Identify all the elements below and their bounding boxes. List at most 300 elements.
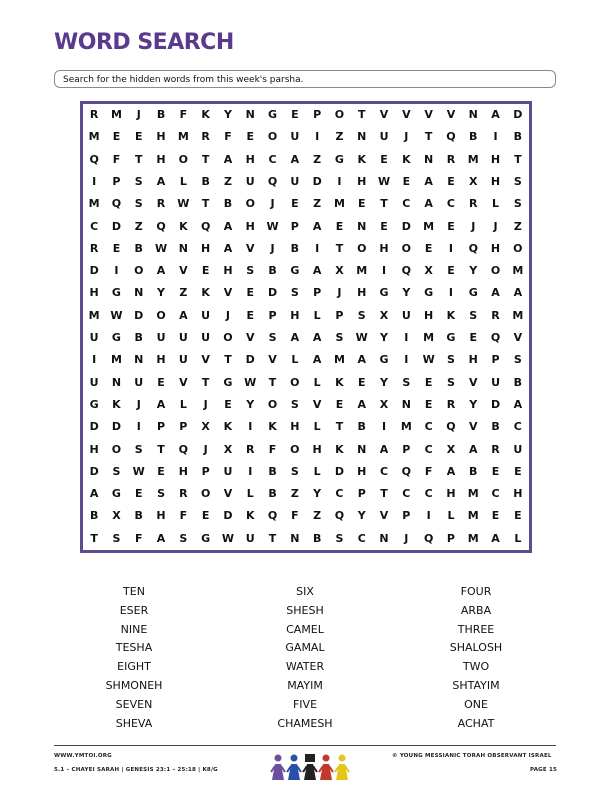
grid-letter[interactable]: B (469, 464, 478, 478)
grid-letter[interactable]: E (201, 509, 210, 523)
grid-letter[interactable]: D (312, 174, 322, 188)
grid-letter[interactable]: H (223, 264, 233, 278)
grid-letter[interactable]: K (402, 152, 411, 166)
grid-letter[interactable]: U (201, 308, 211, 322)
grid-letter[interactable]: B (312, 531, 322, 545)
grid-letter[interactable]: C (491, 487, 500, 501)
grid-letter[interactable]: E (134, 130, 143, 144)
grid-letter[interactable]: K (335, 375, 344, 389)
grid-letter[interactable]: G (334, 152, 344, 166)
grid-letter[interactable]: Z (223, 174, 232, 188)
grid-letter[interactable]: H (312, 442, 322, 456)
grid-letter[interactable]: B (513, 375, 523, 389)
grid-letter[interactable]: B (134, 331, 143, 344)
grid-letter[interactable]: B (469, 130, 478, 144)
grid-letter[interactable]: Y (380, 375, 389, 389)
grid-letter[interactable]: T (90, 531, 98, 545)
grid-letter[interactable]: C (335, 487, 344, 501)
grid-letter[interactable]: H (245, 219, 255, 233)
grid-letter[interactable]: V (223, 487, 233, 501)
grid-letter[interactable]: S (134, 174, 143, 188)
grid-letter[interactable]: B (268, 264, 277, 278)
grid-letter[interactable]: W (377, 174, 391, 188)
grid-letter[interactable]: A (179, 308, 188, 322)
grid-letter[interactable]: W (355, 331, 368, 344)
grid-letter[interactable]: J (270, 241, 275, 255)
grid-letter[interactable]: N (401, 397, 411, 411)
grid-letter[interactable]: R (446, 397, 456, 411)
grid-letter[interactable]: A (223, 219, 233, 233)
grid-letter[interactable]: Q (334, 509, 345, 523)
grid-letter[interactable]: H (156, 353, 166, 367)
grid-letter[interactable]: P (313, 286, 322, 300)
grid-letter[interactable]: W (221, 531, 235, 545)
grid-letter[interactable]: I (381, 264, 387, 278)
grid-letter[interactable]: S (469, 308, 478, 322)
grid-letter[interactable]: G (89, 397, 99, 411)
grid-letter[interactable]: X (424, 264, 433, 278)
grid-letter[interactable]: O (223, 331, 233, 344)
grid-letter[interactable]: B (513, 130, 523, 144)
grid-letter[interactable]: Y (223, 108, 232, 121)
grid-letter[interactable]: I (248, 464, 253, 478)
grid-letter[interactable]: P (313, 108, 322, 121)
grid-letter[interactable]: U (223, 464, 233, 478)
grid-letter[interactable]: A (379, 442, 389, 456)
grid-letter[interactable]: E (246, 286, 254, 300)
grid-letter[interactable]: I (493, 130, 498, 144)
grid-letter[interactable]: S (513, 353, 522, 367)
grid-letter[interactable]: S (290, 464, 299, 478)
grid-letter[interactable]: V (179, 264, 188, 278)
grid-letter[interactable]: E (424, 241, 433, 255)
grid-letter[interactable]: G (268, 108, 278, 121)
grid-letter[interactable]: V (312, 397, 322, 411)
grid-letter[interactable]: B (268, 464, 277, 478)
grid-letter[interactable]: H (290, 420, 300, 434)
grid-letter[interactable]: O (357, 241, 367, 255)
grid-letter[interactable]: K (335, 442, 344, 456)
grid-letter[interactable]: D (245, 353, 255, 367)
grid-letter[interactable]: S (513, 197, 522, 211)
grid-letter[interactable]: V (379, 108, 389, 121)
grid-letter[interactable]: K (201, 108, 210, 121)
grid-letter[interactable]: N (134, 353, 144, 367)
grid-letter[interactable]: S (402, 375, 411, 389)
grid-letter[interactable]: J (225, 308, 230, 322)
grid-letter[interactable]: Q (446, 130, 456, 144)
grid-letter[interactable]: Z (179, 286, 188, 300)
grid-letter[interactable]: R (89, 241, 99, 255)
grid-letter[interactable]: X (335, 264, 344, 278)
grid-letter[interactable]: M (110, 353, 122, 367)
grid-letter[interactable]: K (223, 420, 233, 434)
grid-letter[interactable]: J (404, 130, 409, 144)
grid-letter[interactable]: I (381, 420, 387, 434)
grid-letter[interactable]: G (424, 286, 434, 300)
grid-letter[interactable]: O (245, 197, 255, 211)
grid-letter[interactable]: D (134, 308, 144, 322)
grid-letter[interactable]: E (335, 219, 344, 233)
grid-letter[interactable]: Y (157, 286, 166, 300)
grid-letter[interactable]: S (335, 331, 344, 344)
grid-letter[interactable]: V (223, 286, 233, 300)
grid-letter[interactable]: Z (290, 487, 299, 501)
grid-letter[interactable]: I (448, 286, 453, 300)
grid-letter[interactable]: H (468, 353, 478, 367)
grid-letter[interactable]: H (513, 487, 523, 501)
grid-letter[interactable]: X (379, 308, 389, 322)
grid-letter[interactable]: W (177, 197, 190, 211)
grid-letter[interactable]: E (134, 487, 143, 501)
grid-letter[interactable]: B (491, 420, 500, 434)
grid-letter[interactable]: U (178, 331, 188, 344)
grid-letter[interactable]: Z (335, 130, 344, 144)
grid-letter[interactable]: I (92, 174, 97, 188)
grid-letter[interactable]: I (448, 241, 453, 255)
grid-letter[interactable]: P (335, 308, 344, 322)
grid-letter[interactable]: Y (469, 264, 478, 278)
grid-letter[interactable]: H (178, 464, 188, 478)
grid-letter[interactable]: S (268, 331, 277, 344)
grid-letter[interactable]: M (423, 331, 435, 344)
grid-letter[interactable]: I (426, 509, 431, 523)
grid-letter[interactable]: G (201, 531, 211, 545)
grid-letter[interactable]: H (245, 152, 255, 166)
grid-letter[interactable]: G (223, 375, 233, 389)
grid-letter[interactable]: A (290, 331, 300, 344)
grid-letter[interactable]: P (402, 509, 411, 523)
grid-letter[interactable]: N (357, 442, 367, 456)
grid-letter[interactable]: T (224, 353, 232, 367)
grid-letter[interactable]: M (512, 308, 524, 322)
grid-letter[interactable]: V (179, 375, 188, 389)
grid-letter[interactable]: E (424, 375, 433, 389)
grid-letter[interactable]: Y (246, 397, 255, 411)
grid-letter[interactable]: R (491, 442, 500, 456)
grid-letter[interactable]: P (402, 442, 411, 456)
grid-letter[interactable]: E (335, 397, 344, 411)
grid-letter[interactable]: O (134, 264, 144, 278)
grid-letter[interactable]: H (490, 152, 501, 166)
grid-letter[interactable]: G (446, 331, 456, 344)
grid-letter[interactable]: O (490, 264, 501, 278)
grid-letter[interactable]: V (424, 108, 433, 121)
grid-letter[interactable]: L (179, 174, 187, 188)
grid-letter[interactable]: E (424, 397, 433, 411)
grid-letter[interactable]: V (245, 241, 255, 255)
grid-letter[interactable]: E (357, 197, 366, 211)
grid-letter[interactable]: O (156, 308, 166, 322)
grid-letter[interactable]: N (290, 531, 300, 545)
grid-letter[interactable]: Z (313, 509, 322, 523)
grid-letter[interactable]: Q (468, 241, 478, 255)
grid-letter[interactable]: P (112, 174, 121, 188)
grid-letter[interactable]: F (134, 531, 143, 545)
grid-letter[interactable]: O (267, 130, 278, 144)
grid-letter[interactable]: E (357, 375, 366, 389)
grid-letter[interactable]: W (422, 353, 435, 367)
grid-letter[interactable]: A (156, 264, 166, 278)
grid-letter[interactable]: T (134, 152, 143, 166)
grid-letter[interactable]: V (402, 108, 411, 121)
grid-letter[interactable]: G (111, 286, 121, 300)
grid-letter[interactable]: H (290, 308, 300, 322)
grid-letter[interactable]: L (179, 397, 187, 411)
grid-letter[interactable]: H (446, 487, 456, 501)
grid-letter[interactable]: A (491, 108, 500, 121)
grid-letter[interactable]: F (424, 464, 433, 478)
grid-letter[interactable]: M (333, 197, 345, 211)
grid-letter[interactable]: F (179, 108, 188, 121)
grid-letter[interactable]: A (424, 174, 433, 188)
grid-letter[interactable]: V (468, 420, 478, 434)
grid-letter[interactable]: V (379, 509, 389, 523)
grid-letter[interactable]: N (245, 108, 255, 121)
grid-letter[interactable]: P (290, 219, 299, 233)
grid-letter[interactable]: O (513, 241, 523, 255)
grid-letter[interactable]: W (244, 375, 257, 389)
grid-letter[interactable]: K (201, 286, 210, 300)
grid-letter[interactable]: A (491, 286, 500, 300)
grid-letter[interactable]: H (156, 130, 166, 144)
grid-letter[interactable]: B (89, 509, 99, 523)
grid-letter[interactable]: L (313, 464, 321, 478)
grid-letter[interactable]: G (379, 286, 389, 300)
grid-letter[interactable]: E (201, 264, 210, 278)
grid-letter[interactable]: E (402, 174, 411, 188)
grid-letter[interactable]: H (357, 286, 367, 300)
grid-letter[interactable]: H (357, 464, 367, 478)
grid-letter[interactable]: S (246, 264, 255, 278)
grid-letter[interactable]: I (248, 420, 253, 434)
grid-letter[interactable]: H (156, 509, 166, 523)
grid-letter[interactable]: A (89, 487, 99, 501)
grid-letter[interactable]: X (379, 397, 389, 411)
grid-letter[interactable]: B (134, 241, 143, 255)
grid-letter[interactable]: A (223, 152, 233, 166)
grid-letter[interactable]: Q (178, 442, 189, 456)
grid-letter[interactable]: G (290, 264, 300, 278)
grid-letter[interactable]: J (337, 286, 342, 300)
grid-letter[interactable]: E (447, 219, 455, 233)
grid-letter[interactable]: U (201, 331, 211, 344)
grid-letter[interactable]: Q (490, 331, 501, 344)
grid-letter[interactable]: U (401, 308, 411, 322)
grid-letter[interactable]: Q (111, 197, 122, 211)
grid-letter[interactable]: R (201, 130, 210, 144)
grid-letter[interactable]: N (357, 219, 367, 233)
grid-letter[interactable]: R (179, 487, 188, 501)
grid-letter[interactable]: X (201, 420, 210, 434)
grid-letter[interactable]: M (333, 353, 345, 367)
grid-letter[interactable]: W (132, 464, 145, 478)
grid-letter[interactable]: U (89, 331, 99, 344)
grid-letter[interactable]: A (312, 264, 322, 278)
grid-letter[interactable]: X (112, 509, 121, 523)
grid-letter[interactable]: E (491, 464, 500, 478)
grid-letter[interactable]: D (89, 420, 99, 434)
grid-letter[interactable]: N (468, 108, 478, 121)
grid-letter[interactable]: T (268, 531, 277, 545)
grid-letter[interactable]: Y (357, 509, 366, 523)
grid-letter[interactable]: J (404, 531, 409, 545)
grid-letter[interactable]: A (513, 286, 523, 300)
grid-letter[interactable]: S (290, 286, 299, 300)
grid-letter[interactable]: C (424, 487, 433, 501)
grid-letter[interactable]: J (270, 197, 275, 211)
grid-letter[interactable]: M (467, 487, 479, 501)
grid-letter[interactable]: I (315, 130, 320, 144)
grid-letter[interactable]: H (156, 152, 166, 166)
grid-letter[interactable]: O (200, 487, 211, 501)
grid-letter[interactable]: T (201, 152, 210, 166)
grid-letter[interactable]: V (245, 331, 255, 344)
grid-letter[interactable]: R (156, 197, 166, 211)
grid-letter[interactable]: A (357, 353, 366, 367)
grid-letter[interactable]: I (92, 353, 97, 367)
grid-letter[interactable]: O (401, 241, 412, 255)
grid-letter[interactable]: J (493, 219, 498, 233)
grid-letter[interactable]: A (424, 197, 433, 211)
grid-letter[interactable]: V (201, 353, 210, 367)
grid-letter[interactable]: Q (446, 420, 456, 434)
grid-letter[interactable]: H (201, 241, 211, 255)
grid-letter[interactable]: J (203, 397, 208, 411)
grid-letter[interactable]: P (357, 487, 366, 501)
grid-letter[interactable]: B (223, 197, 233, 211)
grid-letter[interactable]: I (404, 331, 409, 344)
grid-letter[interactable]: N (424, 152, 434, 166)
grid-letter[interactable]: N (111, 375, 122, 389)
grid-letter[interactable]: Z (513, 219, 522, 233)
grid-letter[interactable]: A (312, 353, 322, 367)
grid-letter[interactable]: F (291, 509, 299, 523)
grid-letter[interactable]: E (246, 130, 254, 144)
grid-letter[interactable]: H (490, 174, 501, 188)
grid-letter[interactable]: U (156, 331, 166, 344)
grid-letter[interactable]: M (467, 152, 479, 166)
grid-letter[interactable]: S (446, 353, 455, 367)
grid-letter[interactable]: H (490, 241, 501, 255)
grid-letter[interactable]: G (111, 487, 121, 501)
grid-letter[interactable]: D (111, 420, 122, 434)
grid-letter[interactable]: S (179, 531, 188, 545)
grid-letter[interactable]: B (201, 174, 210, 188)
grid-letter[interactable]: X (446, 442, 456, 456)
grid-letter[interactable]: Y (313, 487, 322, 501)
grid-letter[interactable]: D (334, 464, 345, 478)
grid-letter[interactable]: I (337, 174, 342, 188)
grid-letter[interactable]: A (468, 442, 478, 456)
grid-letter[interactable]: H (89, 286, 99, 300)
grid-letter[interactable]: I (315, 241, 320, 255)
grid-letter[interactable]: Z (313, 152, 322, 166)
grid-letter[interactable]: K (268, 420, 277, 434)
grid-letter[interactable]: S (513, 174, 522, 188)
grid-letter[interactable]: H (379, 241, 389, 255)
grid-letter[interactable]: N (134, 286, 144, 300)
grid-letter[interactable]: M (467, 531, 479, 545)
grid-letter[interactable]: F (179, 509, 188, 523)
grid-letter[interactable]: N (379, 531, 389, 545)
grid-letter[interactable]: Z (134, 219, 143, 233)
grid-letter[interactable]: O (267, 397, 278, 411)
grid-letter[interactable]: G (379, 353, 389, 367)
grid-letter[interactable]: X (223, 442, 233, 456)
grid-letter[interactable]: P (157, 420, 166, 434)
grid-letter[interactable]: L (447, 509, 455, 523)
grid-letter[interactable]: C (90, 219, 99, 233)
grid-letter[interactable]: A (290, 152, 300, 166)
grid-letter[interactable]: L (492, 197, 500, 211)
grid-letter[interactable]: R (469, 197, 478, 211)
grid-letter[interactable]: E (380, 152, 388, 166)
grid-letter[interactable]: P (201, 464, 210, 478)
grid-letter[interactable]: W (266, 219, 279, 233)
grid-letter[interactable]: E (291, 197, 299, 211)
grid-letter[interactable]: M (88, 308, 100, 322)
grid-letter[interactable]: D (267, 286, 278, 300)
grid-letter[interactable]: E (447, 174, 455, 188)
grid-letter[interactable]: M (423, 219, 435, 233)
grid-letter[interactable]: C (357, 531, 366, 545)
grid-letter[interactable]: C (380, 464, 389, 478)
grid-letter[interactable]: B (156, 108, 166, 121)
grid-letter[interactable]: C (268, 152, 277, 166)
grid-letter[interactable]: D (401, 219, 411, 233)
grid-letter[interactable]: T (514, 152, 522, 166)
grid-letter[interactable]: O (334, 108, 345, 121)
grid-letter[interactable]: B (357, 420, 366, 434)
grid-letter[interactable]: G (111, 331, 121, 344)
grid-letter[interactable]: U (245, 174, 255, 188)
grid-letter[interactable]: K (245, 509, 255, 523)
grid-letter[interactable]: E (112, 241, 121, 255)
grid-letter[interactable]: M (467, 509, 479, 523)
grid-letter[interactable]: P (446, 531, 455, 545)
grid-letter[interactable]: V (268, 353, 277, 367)
grid-letter[interactable]: J (136, 397, 141, 411)
grid-letter[interactable]: A (357, 397, 366, 411)
grid-letter[interactable]: C (446, 197, 455, 211)
grid-letter[interactable]: S (112, 464, 121, 478)
grid-letter[interactable]: C (402, 487, 411, 501)
grid-letter[interactable]: L (313, 420, 321, 434)
grid-letter[interactable]: P (491, 353, 500, 367)
grid-letter[interactable]: E (514, 509, 522, 523)
grid-letter[interactable]: W (154, 241, 168, 255)
grid-letter[interactable]: K (357, 152, 366, 166)
grid-letter[interactable]: T (201, 375, 210, 389)
grid-letter[interactable]: U (89, 375, 99, 389)
grid-letter[interactable]: J (203, 442, 208, 456)
grid-letter[interactable]: T (335, 420, 344, 434)
grid-letter[interactable]: K (446, 308, 456, 322)
grid-letter[interactable]: E (157, 375, 165, 389)
grid-letter[interactable]: C (424, 442, 433, 456)
grid-letter[interactable]: M (110, 108, 122, 121)
grid-letter[interactable]: B (268, 487, 277, 501)
grid-letter[interactable]: Y (402, 286, 411, 300)
grid-letter[interactable]: R (491, 308, 500, 322)
grid-letter[interactable]: T (268, 375, 277, 389)
grid-letter[interactable]: S (134, 197, 143, 211)
grid-letter[interactable]: R (246, 442, 255, 456)
grid-letter[interactable]: A (156, 174, 166, 188)
grid-letter[interactable]: T (357, 108, 366, 121)
grid-letter[interactable]: A (156, 397, 166, 411)
